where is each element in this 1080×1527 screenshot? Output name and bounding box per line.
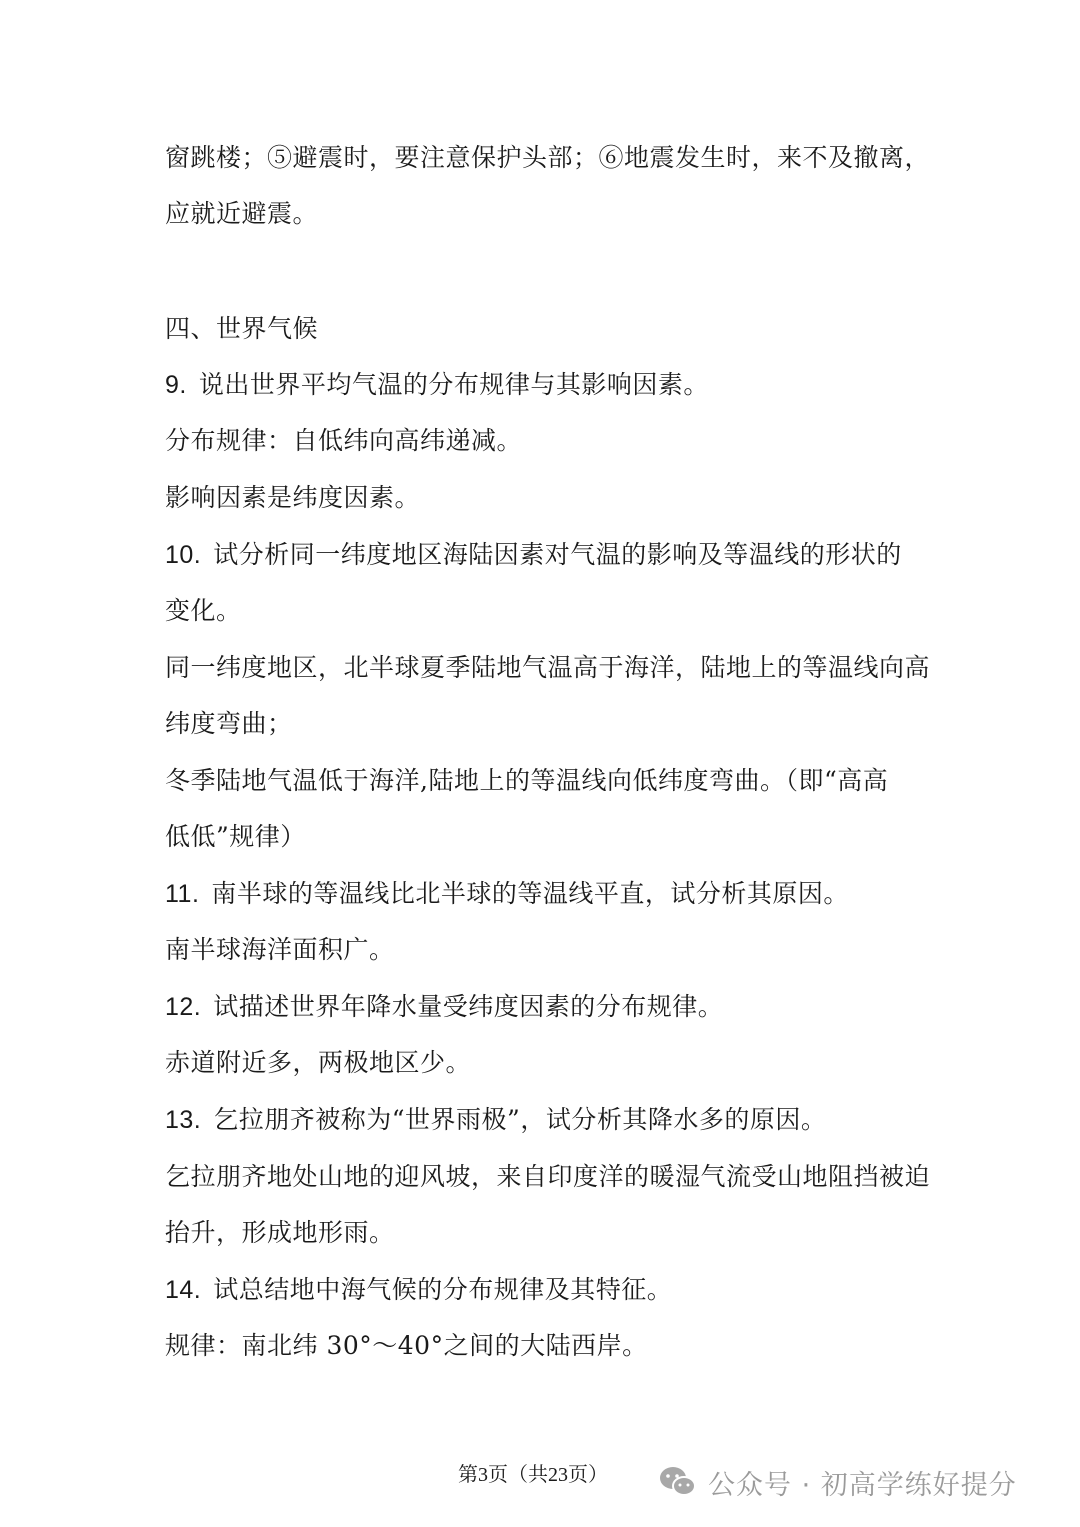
answer-line: 赤道附近多，两极地区少。: [165, 1048, 472, 1077]
text-line: 窗跳楼；⑤避震时，要注意保护头部；⑥地震发生时，来不及撤离，: [165, 143, 931, 172]
answer-line: 影响因素是纬度因素。: [165, 483, 421, 512]
question-number: 12.: [165, 993, 202, 1021]
answer-line: 分布规律：自低纬向高纬递减。: [165, 426, 523, 455]
answer-line: 规律：南北纬 30°～40°之间的大陆西岸。: [165, 1331, 648, 1360]
section-heading: 四、世界气候: [165, 314, 319, 343]
question-line: 10. 试分析同一纬度地区海陆因素对气温的影响及等温线的形状的: [165, 540, 902, 569]
question-line: 14. 试总结地中海气候的分布规律及其特征。: [165, 1275, 673, 1304]
answer-line: 纬度弯曲；: [165, 709, 293, 738]
watermark-text: 公众号 · 初高学练好提分: [708, 1469, 1017, 1501]
watermark: [658, 1462, 1017, 1502]
answer-line: 乞拉朋齐地处山地的迎风坡，来自印度洋的暖湿气流受山地阻挡被迫: [165, 1162, 931, 1191]
question-line: 11. 南半球的等温线比北半球的等温线平直，试分析其原因。: [165, 879, 849, 908]
question-line-continued: 变化。: [165, 596, 242, 625]
question-line: 13. 乞拉朋齐被称为“世界雨极”，试分析其降水多的原因。: [165, 1105, 827, 1134]
question-number: 10.: [165, 541, 202, 569]
question-number: 14.: [165, 1276, 202, 1304]
answer-line: 低低”规律）: [165, 822, 306, 851]
answer-line: 南半球海洋面积广。: [165, 935, 395, 964]
page-number: 第3页（共23页）: [458, 1464, 608, 1486]
answer-line: 抬升，形成地形雨。: [165, 1218, 395, 1247]
question-number: 9.: [165, 371, 187, 399]
question-number: 11.: [165, 880, 200, 908]
question-line: 9. 说出世界平均气温的分布规律与其影响因素。: [165, 370, 709, 399]
text-line: 应就近避震。: [165, 199, 319, 228]
wechat-icon: [658, 1465, 698, 1499]
question-line: 12. 试描述世界年降水量受纬度因素的分布规律。: [165, 992, 724, 1021]
answer-line: 冬季陆地气温低于海洋,陆地上的等温线向低纬度弯曲。（即“高高: [165, 766, 889, 795]
question-number: 13.: [165, 1106, 202, 1134]
answer-line: 同一纬度地区，北半球夏季陆地气温高于海洋，陆地上的等温线向高: [165, 653, 931, 682]
